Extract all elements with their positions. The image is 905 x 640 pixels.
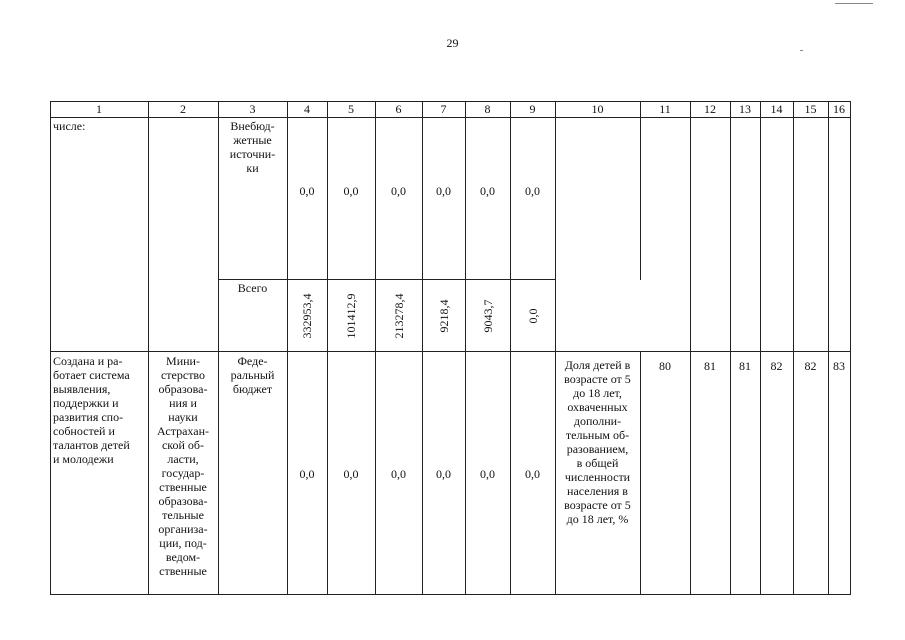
row2-total-col5: 101412,9 (344, 293, 358, 339)
column-number-5: 5 (348, 102, 354, 116)
row3-target-col13: 81 (739, 359, 751, 373)
row2-funding-source: Всего (237, 281, 268, 295)
row1-value-col7: 0,0 (436, 184, 451, 198)
program-table (50, 101, 850, 594)
row1-category-label: числе: (53, 119, 86, 133)
column-rule (287, 101, 288, 595)
column-number-3: 3 (249, 102, 256, 116)
row3-indicator-text: Доля детей в возрасте от 5 до 18 лет, охваченных дополни- тельным об- разованием, в общей численности населения в возрасте от 5 до 18 лет, % (564, 358, 631, 526)
column-number-9: 9 (529, 102, 536, 116)
row3-target-col14: 82 (770, 359, 783, 373)
column-rule (218, 101, 219, 595)
row1-value-col4: 0,0 (299, 184, 315, 198)
column-number-6: 6 (395, 102, 402, 116)
row3-target-col16: 83 (833, 359, 845, 373)
row1-value-col5: 0,0 (343, 184, 359, 198)
column-number-10: 10 (591, 102, 604, 116)
column-number-16: 16 (833, 102, 845, 116)
row2-total-col7: 9218,4 (436, 299, 451, 333)
table-border-side (50, 101, 51, 595)
row2-total-col8: 9043,7 (480, 299, 495, 333)
scan-artifact (835, 3, 873, 4)
column-rule (422, 101, 423, 595)
row3-value-col9: 0,0 (525, 467, 540, 481)
column-rule (690, 101, 691, 595)
column-rule (327, 101, 328, 595)
row2-total-col6: 213278,4 (391, 293, 406, 339)
row3-target-col11: 80 (659, 359, 671, 373)
column-number-4: 4 (304, 102, 310, 116)
column-number-2: 2 (180, 102, 186, 116)
row1-funding-source: Внебюд- жетные источни- ки (229, 119, 276, 175)
column-rule (640, 351, 641, 595)
column-number-12: 12 (704, 102, 716, 116)
column-number-11: 11 (659, 102, 671, 116)
row-rule-total (218, 279, 556, 280)
column-rule (793, 101, 794, 595)
row3-funding-source: Феде- ральный бюджет (230, 354, 275, 396)
column-number-15: 15 (804, 102, 817, 116)
table-border-side (850, 101, 851, 595)
column-rule (465, 101, 466, 595)
column-rule (640, 117, 641, 280)
row1-value-col8: 0,0 (480, 184, 495, 198)
row3-value-col4: 0,0 (299, 467, 315, 481)
row3-target-col15: 82 (804, 359, 817, 373)
column-rule (828, 101, 829, 595)
row1-value-col6: 0,0 (391, 184, 406, 198)
row2-total-col4: 332953,4 (300, 293, 314, 339)
row1-value-col9: 0,0 (525, 184, 540, 198)
row3-value-col8: 0,0 (480, 467, 495, 481)
column-number-1: 1 (96, 102, 102, 116)
column-rule (375, 101, 376, 595)
scan-artifact (800, 50, 803, 51)
row3-value-col5: 0,0 (343, 467, 359, 481)
row3-value-col7: 0,0 (436, 467, 451, 481)
row3-value-col6: 0,0 (391, 467, 406, 481)
row2-total-col9: 0,0 (525, 308, 540, 324)
row3-target-col12: 81 (704, 359, 716, 373)
column-rule (730, 101, 731, 595)
row3-activity-description: Создана и ра- ботает система выявления, поддержки и развития спо- собностей и талантов детей и молодежи (53, 354, 130, 466)
column-rule (760, 101, 761, 595)
row3-responsible-executor: Мини- стерство образова- ния и науки Астрахан- ской об- ласти, государ- ственные образова- тельные организа- ции, под- ведом- ственные (157, 354, 209, 578)
column-number-7: 7 (440, 102, 447, 116)
column-number-13: 13 (739, 102, 751, 116)
page-number: 29 (446, 36, 459, 50)
column-number-8: 8 (484, 102, 491, 116)
column-number-14: 14 (770, 102, 783, 116)
column-rule (510, 101, 511, 595)
